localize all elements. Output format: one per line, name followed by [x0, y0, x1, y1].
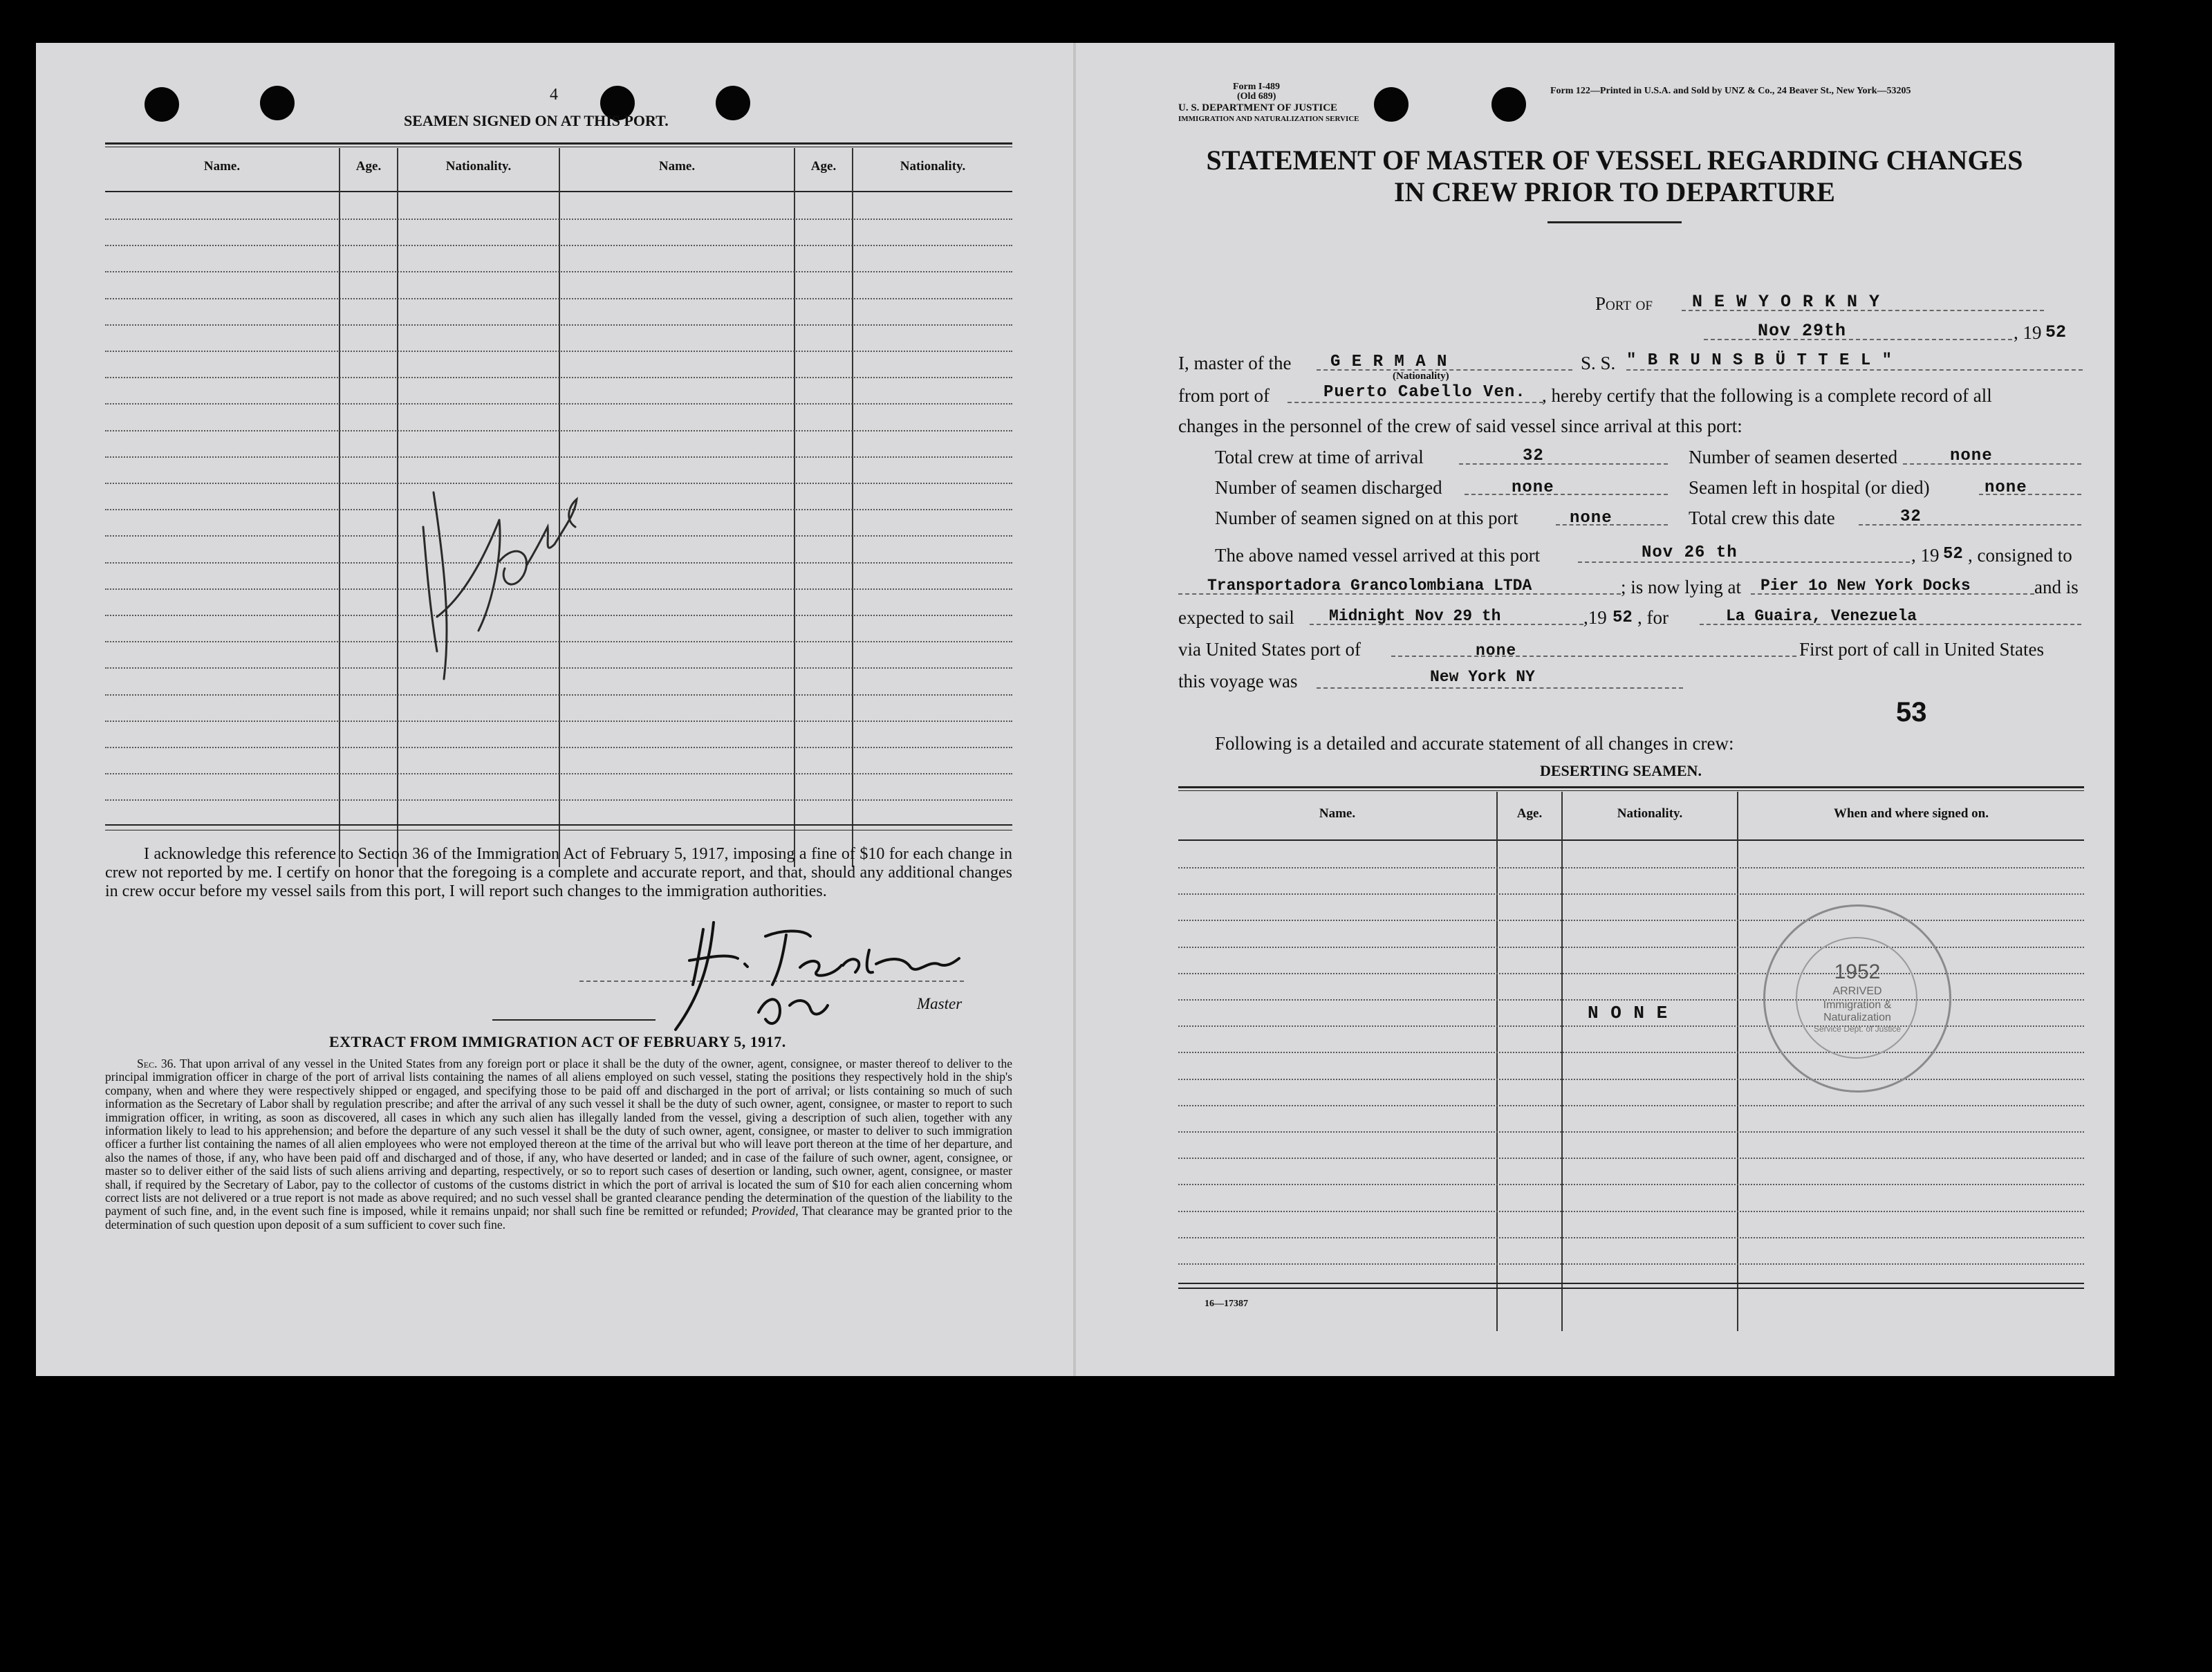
master-label: Master: [917, 995, 963, 1012]
page-number: 4: [550, 86, 558, 104]
table-row: [105, 430, 1012, 431]
table-row: [105, 747, 1012, 748]
form-title-line2: IN CREW PRIOR TO DEPARTURE: [1394, 176, 1835, 207]
table-row: [105, 799, 1012, 801]
hospital-label: Seamen left in hospital (or died): [1689, 477, 1930, 498]
master-of-label: I, master of the: [1178, 353, 1292, 373]
acknowledgment-text: I acknowledge this reference to Section 36 of the Immigration Act of February 5, 1917, imposing a fine of $10 for each change in crew not reported by me. I certify on honor that the foregoing is a complete and accurate report, and that, should any additional changes in crew occur before my vessel sails from this port, I will report such changes to the immigration authorities.: [105, 845, 1012, 900]
punch-hole: [260, 86, 295, 120]
table-row: [105, 298, 1012, 299]
table-row: [1178, 1052, 2084, 1053]
table-row: [1178, 920, 2084, 921]
printer-note: Form 122—Printed in U.S.A. and Sold by UNZ & Co., 24 Beaver St., New York—53205: [1550, 86, 1911, 96]
lying-label: ; is now lying at: [1621, 577, 1741, 597]
table-row: [1178, 1131, 2084, 1133]
hospital-value: none: [1985, 479, 2027, 497]
stamp-inner-ring: [1796, 937, 1917, 1059]
discharged-value: none: [1512, 479, 1554, 497]
voyage-label: this voyage was: [1178, 671, 1298, 691]
stamp-line1: Immigration &: [1823, 999, 1892, 1011]
deserted-label: Number of seamen deserted: [1689, 447, 1898, 467]
extract-title: EXTRACT FROM IMMIGRATION ACT OF FEBRUARY 5, 1917.: [329, 1033, 786, 1050]
port-label: [1595, 293, 1653, 315]
form-title-line1: STATEMENT OF MASTER OF VESSEL REGARDING CHANGES: [1206, 145, 2023, 176]
table-row: [105, 219, 1012, 220]
arrived-year: 52: [1943, 545, 1963, 564]
table-row: [1178, 867, 2084, 868]
table-row: [1178, 1263, 2084, 1265]
punch-hole: [145, 87, 179, 122]
column-header: Age.: [355, 159, 382, 174]
column-header: Nationality.: [900, 159, 966, 174]
table-rule-top: [105, 142, 1012, 145]
via-label: via United States port of: [1178, 639, 1361, 660]
port-value: N E W Y O R K N Y: [1692, 292, 1881, 312]
stamp-word: ARRIVED: [1832, 985, 1882, 997]
table-row: [105, 773, 1012, 774]
ship-name: " B R U N S B Ü T T E L ": [1626, 351, 1893, 370]
arrival-stamp: [1763, 904, 1951, 1093]
deserting-rule-top: [1178, 786, 2084, 788]
consignee: Transportadora Grancolombiana LTDA: [1207, 577, 1532, 595]
first-call-label: First port of call in United States: [1799, 639, 2044, 660]
deserting-column-header: Name.: [1319, 806, 1356, 821]
nationality-value: G E R M A N: [1330, 353, 1448, 371]
table-row: [1178, 1079, 2084, 1080]
sail-year-prefix: ,19: [1583, 607, 1607, 628]
deserting-rule-top: [1178, 790, 2084, 791]
document-sheet: [36, 43, 2115, 1376]
table-row: [1178, 947, 2084, 948]
total-arrival-label: Total crew at time of arrival: [1215, 447, 1424, 467]
stamp-year: 1952: [1834, 960, 1881, 983]
stamp-line3: Service Dept. of Justice: [1813, 1024, 1902, 1034]
sail-year: 52: [1612, 609, 1633, 627]
form-number: Form I-489: [1233, 82, 1281, 92]
section-label: Sec. 36.: [137, 1057, 176, 1070]
signature-text: [741, 954, 745, 955]
table-row: [1178, 1158, 2084, 1159]
table-row: [105, 271, 1012, 272]
voyage-line: [1317, 687, 1683, 689]
extract-divider: [492, 1019, 656, 1021]
changes-text: changes in the personnel of the crew of said vessel since arrival at this port:: [1178, 416, 1742, 436]
deserting-column-header: When and where signed on.: [1833, 806, 1989, 821]
deserting-rule-bottom: [1178, 1283, 2084, 1284]
table-row: [105, 694, 1012, 696]
consigned-label: , consigned to: [1968, 545, 2072, 566]
total-arrival-value: 32: [1523, 447, 1544, 465]
table-row: [1178, 1211, 2084, 1212]
column-header: Age.: [810, 159, 837, 174]
arrived-label: The above named vessel arrived at this port: [1215, 545, 1541, 566]
punch-hole: [716, 86, 750, 120]
department: U. S. DEPARTMENT OF JUSTICE: [1178, 102, 1338, 113]
column-header: Name.: [203, 159, 241, 174]
deserting-column-header: Age.: [1516, 806, 1543, 821]
table-row: [105, 721, 1012, 722]
stamp-line2: Naturalization: [1823, 1012, 1891, 1023]
discharged-label: Number of seamen discharged: [1215, 477, 1442, 498]
signed-on-label: Number of seamen signed on at this port: [1215, 508, 1518, 528]
footer-code: 16—17387: [1205, 1299, 1248, 1309]
table-row: [1178, 1184, 2084, 1185]
year-prefix: , 19: [2014, 322, 2042, 343]
table-row: [1178, 893, 2084, 895]
arrived-line: [1578, 561, 1910, 563]
column-divider: [852, 148, 853, 867]
title-underline: [1548, 221, 1682, 223]
column-divider: [794, 148, 795, 867]
certify-text: , hereby certify that the following is a complete record of all: [1542, 385, 1992, 406]
table-row: [105, 403, 1012, 405]
signed-on-value: none: [1570, 509, 1612, 528]
signature-image: [662, 909, 966, 1033]
sail-value: Midnight Nov 29 th: [1329, 607, 1501, 625]
column-header: Name.: [658, 159, 696, 174]
column-divider: [339, 148, 340, 867]
year-value: 52: [2045, 322, 2067, 342]
section-title: SEAMEN SIGNED ON AT THIS PORT.: [404, 112, 669, 129]
nationality-caption: (Nationality): [1393, 371, 1449, 382]
form-old-number: (Old 689): [1237, 91, 1276, 102]
none-entry: N O N E: [1588, 1003, 1669, 1023]
date-line: [1704, 339, 2012, 340]
deserting-column-header: Nationality.: [1617, 806, 1683, 821]
deserted-value: none: [1950, 447, 1993, 465]
total-date-line: [1859, 524, 2081, 526]
for-label: , for: [1637, 607, 1669, 628]
total-date-label: Total crew this date: [1689, 508, 1835, 528]
lying-value: Pier 1o New York Docks: [1760, 577, 1971, 595]
voyage-value: New York NY: [1430, 668, 1535, 686]
provided-label: Provided,: [751, 1204, 799, 1218]
column-header: Nationality.: [445, 159, 512, 174]
via-value: none: [1476, 642, 1517, 660]
arrived-date: Nov 26 th: [1642, 544, 1738, 562]
section-36-text: [105, 1057, 1012, 1232]
via-line: [1391, 656, 1796, 657]
page-fold: [1073, 43, 1076, 1376]
service-name: IMMIGRATION AND NATURALIZATION SERVICE: [1178, 115, 1359, 123]
from-port-label: from port of: [1178, 385, 1270, 406]
port-label-text: Port of: [1595, 293, 1653, 314]
punch-hole: [1374, 87, 1409, 122]
destination: La Guaira, Venezuela: [1726, 607, 1917, 625]
section-body: That upon arrival of any vessel in the United States from any foreign port or place it shall be the duty of the owner, agent, consignee, or master thereof to deliver to the principal immigration officer in charge of the port of arrival lists containing the names of all aliens employed on such vessel, stating the positions they respectively hold in the ship's company, when and where they were respectively shipped or engaged, and specifying those to be paid off and discharged in the port of arrival; or lists containing so much of such information as the Secretary of Labor shall by regulation prescribe; and after the arrival of any such vessel it shall be the duty of such owner, agent, consignee, or master to report to such immigration officer, in writing, as soon as discovered, all cases in which any such alien has illegally landed from the vessel, giving a description of such alien, together with any information likely to lead to his apprehension; and before the departure of any such vessel it shall be the duty of such owner, agent, consignee, or master to deliver to such immigration officer a further list containing the names of all alien employees who were not employed thereon at the time of the arrival but who will leave port thereon at the time of her departure, and also the names of those, if any, who have been paid off and discharged and of those, if any, who have deserted or landed; and in case of the failure of such owner, agent, consignee, or master so to deliver either of the said lists of such aliens arriving and departing, respectively, or so to report such cases of desertion or landing, such owner, agent, consignee, or master shall, if required by the Secretary of Labor, pay to the collector of customs of the customs district in which the port of arrival is located the sum of $10 for each alien concerning whom correct lists are not delivered or a true report is not made as above required; and no such vessel shall be granted clearance pending the determination of the question of the liability to the payment of such fine, and, in the event such fine is imposed, while it remains unpaid; nor shall such fine be remitted or refunded;: [105, 1057, 1012, 1218]
table-row: [105, 245, 1012, 246]
deserting-column-divider: [1561, 792, 1563, 1331]
total-date-value: 32: [1900, 508, 1922, 526]
table-row: [1178, 1237, 2084, 1238]
expected-label: expected to sail: [1178, 607, 1294, 628]
from-port-value: Puerto Cabello Ven.: [1323, 383, 1526, 402]
deserting-title: DESERTING SEAMEN.: [1540, 762, 1702, 779]
table-row: [105, 324, 1012, 326]
deserting-rule-bottom: [1178, 1288, 2084, 1289]
from-port-line: [1288, 402, 1543, 403]
deserting-column-divider: [1496, 792, 1498, 1331]
handwritten-none: [396, 444, 603, 693]
and-is: and is: [2034, 577, 2079, 597]
signature-note: [762, 1011, 763, 1012]
table-row: [105, 377, 1012, 378]
table-row: [105, 351, 1012, 352]
date-value: Nov 29th: [1758, 321, 1847, 341]
ss-label: S. S.: [1581, 353, 1616, 373]
punch-hole: [1491, 87, 1526, 122]
arrived-year-prefix: , 19: [1911, 545, 1940, 566]
page-count: 53: [1896, 697, 1927, 727]
total-arrival-line: [1459, 463, 1668, 465]
table-rule-bottom: [105, 824, 1012, 826]
deserting-column-divider: [1737, 792, 1738, 1331]
deserting-header-rule: [1178, 839, 2084, 841]
following-text: Following is a detailed and accurate statement of all changes in crew:: [1215, 733, 1734, 754]
section-tail: That clearance may be granted prior to the determination of such question upon deposit of a sum sufficient to cover such fine.: [105, 1204, 1013, 1232]
table-row: [1178, 1105, 2084, 1106]
discharged-line: [1465, 494, 1668, 495]
